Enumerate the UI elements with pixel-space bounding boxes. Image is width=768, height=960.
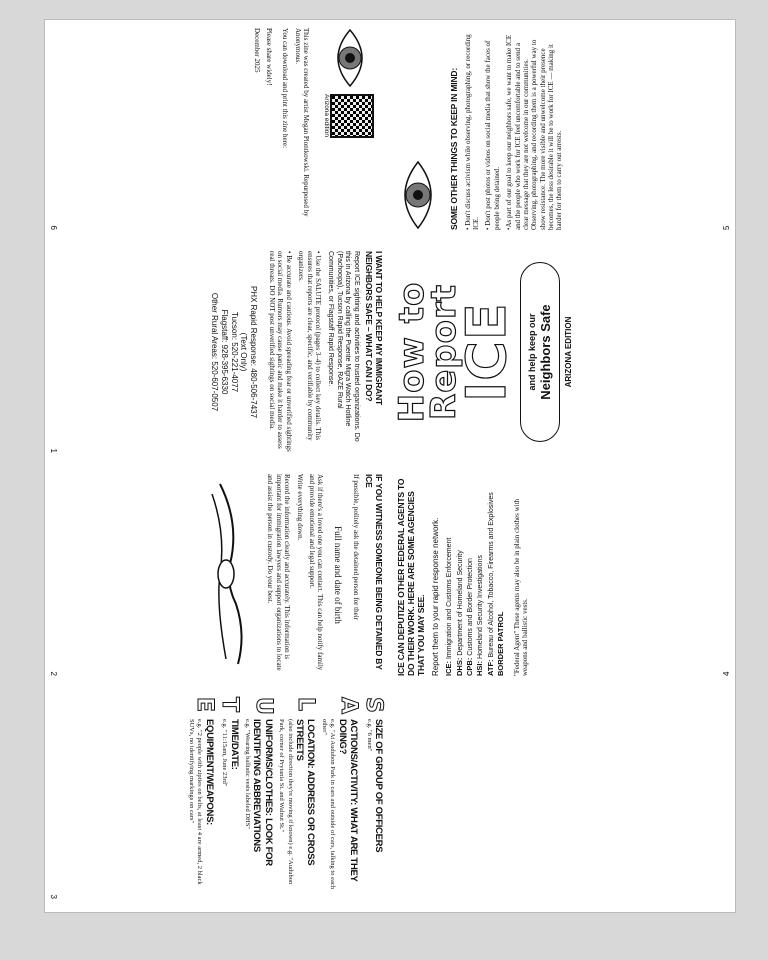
download-text: You can download and print this zine here: xyxy=(281,28,290,149)
page-number: 6 xyxy=(48,225,58,230)
salute-title: UNIFORMS/CLOTHES: LOOK FOR IDENTIFYING ABBREVIATIONS xyxy=(251,719,274,866)
page5-b3: •As part of our goal to keep our neighbors safe, we want to make ICE and the people who work for ICE feel uncomfortable and to send a clear message that they are not welcome in our communities. Observing, photographing, and recording them is a powerful way to show resistance. The more visible and unwelcome their presence becomes, the less desirable it will be to work for ICE — making it harder for them to carry out arrests. xyxy=(505,34,564,230)
agency-item: ATF: Bureau of Alcohol, Tobacco, Firearms and Explosives xyxy=(485,492,495,676)
salute-letter: T xyxy=(216,697,242,713)
cover-ribbon xyxy=(520,262,560,442)
salute-letter: L xyxy=(293,697,319,712)
page4-heading: ICE CAN DEPUTIZE OTHER FEDERAL AGENTS TO DO THEIR WORK. HERE ARE SOME AGENCIES THAT YOU MAY SEE. xyxy=(396,478,427,676)
page2-p4: Record the information clearly and accurately. This information is important for immigration lawyers and support organizations to locate and assist the person in custody. Do your best. xyxy=(266,474,292,671)
page-3-panel xyxy=(45,689,390,907)
credit-text: This zine was created by artist Megan Plontkowski. Repurposed by Anonymous. xyxy=(293,28,311,217)
salute-title: TIME/DATE: xyxy=(228,719,240,770)
text-only-note: (Text Only) xyxy=(239,332,249,372)
page2-heading: IF YOU WITNESS SOMEONE BEING DETAINED BY ICE xyxy=(363,474,384,670)
salute-item-l xyxy=(277,697,317,899)
blank-panel xyxy=(390,689,735,907)
cover-title-line2: Report xyxy=(424,284,465,420)
name-dob-line: Full name and date of birth xyxy=(333,526,344,624)
ribbon-small-text: and help keep our xyxy=(526,313,537,391)
salute-example: e.g. "At Audubon Park in cars and outside of cars, talking to each other" xyxy=(320,719,337,889)
page-4-panel xyxy=(390,466,735,684)
date-text: December 2025 xyxy=(252,28,261,73)
salute-item-s xyxy=(362,697,384,899)
cover-title-line1: How to xyxy=(392,281,432,423)
qr-label: Arizona edition xyxy=(323,94,330,137)
page-6-panel xyxy=(45,20,390,238)
salute-letter: A xyxy=(336,697,361,715)
page1-p2: • Use the SALUTE protocol (pages 3–4) to collect key details. This ensures that reports are clear, specific, and verifiable by community organizers. xyxy=(297,251,323,441)
zine-board xyxy=(45,20,735,912)
page-5-panel xyxy=(390,20,735,238)
cover-panel xyxy=(390,243,735,461)
salute-item-t xyxy=(218,697,240,899)
salute-title: ACTIONS/ACTIVITY: WHAT ARE THEY DOING? xyxy=(336,719,359,882)
page2-p1: If possible, politely ask the detained person for their xyxy=(351,474,360,620)
salute-example: e.g. "Wearing ballistic vests labeled DHS" xyxy=(244,719,252,830)
eye-illustration xyxy=(326,28,369,88)
page2-p3: Write everything down. xyxy=(295,474,304,541)
share-text: Please share widely! xyxy=(265,28,274,86)
zine-sheet xyxy=(45,20,735,912)
page-number: 5 xyxy=(722,225,732,230)
page5-b2: • Don't post photos or videos on social media that show the faces of people being detained. xyxy=(484,40,501,230)
salute-title: LOCATION: ADDRESS OR CROSS STREETS xyxy=(294,719,317,866)
page1-p1: Report ICE sighting and activities to trusted organizations. Do this in Arizona by calling the Puente Migra Watch Hotline (Pachoopa), Tucson Rapid Response, RAZE Rural Communities, or Flagstaff Rapid Response. xyxy=(327,251,360,442)
agency-item: BORDER PATROL xyxy=(496,611,506,676)
agency-item: CPB: Customs and Border Protection xyxy=(464,558,474,676)
federal-agent-note: "Federal Agent" These agents may also be in plain clothes with weapons and ballistic vests. xyxy=(512,498,529,676)
agency-item: HSI: Homeland Security Investigations xyxy=(475,555,485,676)
salute-item-a xyxy=(319,697,359,899)
page1-heading: I WANT TO HELP KEEP MY IMMIGRANT NEIGHBORS SAFE – WHAT CAN I DO? xyxy=(363,251,384,406)
page-1-panel xyxy=(45,243,390,461)
page4-report: Report them to your rapid response network. xyxy=(430,517,440,676)
salute-item-e xyxy=(187,697,215,899)
salute-title: EQUIPMENT/WEAPONS: xyxy=(203,719,215,825)
page-number: 4 xyxy=(722,671,732,676)
page-number: 3 xyxy=(48,894,58,899)
flagstaff-phone[interactable]: Flagstaff: 928-395-6330 xyxy=(219,309,229,395)
page2-p2: Ask if there's a loved one you can contact. This can help notify family and provide emotional and legal support. xyxy=(308,474,325,671)
page1-p3: • Be accurate and cautious. Avoid spreading fear or unverified sightings on social media. Rumors may cause panic and make it harder to assess real threats. DO NOT post unverified sightings on social media. xyxy=(268,251,293,452)
salute-letter: E xyxy=(191,697,217,713)
page-number: 2 xyxy=(48,671,58,676)
handshake-illustration xyxy=(197,474,260,676)
rural-phone[interactable]: Other Rural Areas: 520-607-0507 xyxy=(210,292,220,412)
salute-item-u xyxy=(243,697,274,899)
tucson-phone[interactable]: Tucson: 520-221-4077 xyxy=(229,311,239,393)
salute-example: e.g. "2 people with zipties on belts, at least 4 are armed, 2 black SUVs, no identifying markings on cars" xyxy=(187,719,204,885)
phx-phone[interactable]: PHX Rapid Response: 480-506-7437 xyxy=(248,285,258,419)
agency-item: ICE: Immigration and Customs Enforcement xyxy=(444,537,454,676)
salute-title: SIZE OF GROUP OF OFFICERS xyxy=(373,719,384,853)
page5-heading: SOME OTHER THINGS TO KEEP IN MIND: xyxy=(449,68,460,230)
eye-illustration xyxy=(396,28,443,230)
salute-example: e.g. "11:15am, June 23rd" xyxy=(221,719,229,787)
page5-b1: • Don't discuss activism while observing, photographing, or recording ICE. xyxy=(463,34,480,230)
agency-item: DHS: Department of Homeland Security xyxy=(454,550,464,676)
page-number: 1 xyxy=(48,448,58,453)
cover-title-line3: ICE xyxy=(454,302,518,402)
salute-example: e.g. "6 men" xyxy=(365,719,373,752)
edition-label: ARIZONA EDITION xyxy=(564,316,574,388)
page-2-panel xyxy=(45,466,390,684)
ribbon-big-text: Neighbors Safe xyxy=(537,304,553,400)
salute-letter: S xyxy=(361,697,386,713)
salute-letter: U xyxy=(250,697,276,715)
qr-code[interactable] xyxy=(330,94,374,138)
salute-example: (also include direction they're moving if known) e.g. "Audubon Park, corner of Prytania St. and Walnut St." xyxy=(278,719,294,885)
